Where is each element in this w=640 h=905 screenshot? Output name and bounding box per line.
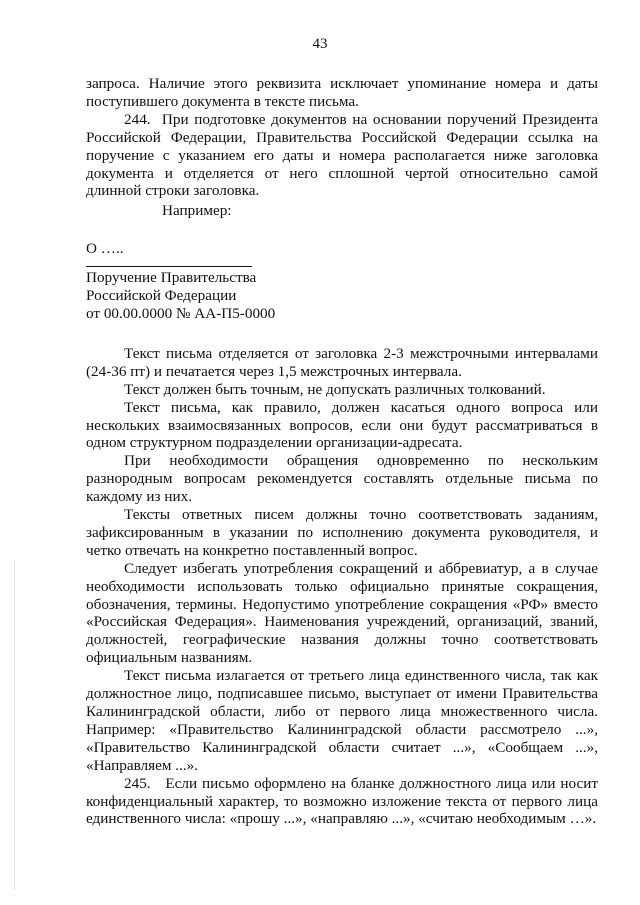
paragraph-245: 245. Если письмо оформлено на бланке должностного лица или носит конфиденциальный характер, то возможно изложение текста от первого лица единственного числа: «прошу ...», «направляю ...», «считаю необходимым …». (86, 774, 598, 828)
sample-divider-line (86, 266, 252, 267)
body-paragraph: Текст должен быть точным, не допускать различных толкований. (124, 380, 546, 398)
sample-about-line: О ….. (86, 240, 124, 258)
body-paragraph: Следует избегать употребления сокращений и аббревиатур, а в случае необходимости использовать только официально принятые сокращения, обозначения, термины. Недопустимо употребление сокращения «РФ» вместо «Российская Федерация». Наименования учреждений, организаций, званий, должностей, географические названия должны точно соответствовать официальным названиям. (86, 559, 598, 667)
sample-reference-line: Российской Федерации (86, 287, 237, 305)
body-paragraph: При необходимости обращения одновременно по нескольким разнородным вопросам рекомендуется составлять отдельные письма по каждому из них. (86, 452, 598, 506)
example-label: Например: (162, 202, 232, 220)
sample-reference-line: Поручение Правительства (86, 269, 257, 287)
document-body (86, 75, 598, 828)
sample-reference-line: от 00.00.0000 № АА-П5-0000 (86, 304, 276, 322)
page-number: 43 (312, 36, 328, 52)
body-paragraph: Текст письма излагается от третьего лица единственного числа, так как должностное лицо, подписавшее письмо, выступает от имени Правительства Калининградской области, либо от первого лица множественного числа. Например: «Правительство Калининградской области рассмотрело ...», «Правительство Калининградской области считает ...», «Сообщаем ...», «Направляем ...». (86, 667, 598, 774)
body-paragraph: Тексты ответных писем должны точно соответствовать заданиям, зафиксированным в указании по исполнению документа руководителя, и четко отвечать на конкретно поставленный вопрос. (86, 506, 598, 559)
sample-block (86, 240, 598, 323)
paragraph-244: 244. При подготовке документов на основании поручений Президента Российской Федерации, Правительства Российской Федерации ссылка на поручение с указанием его даты и номера располагается ниже заголовка документа и отделяется от него сплошной чертой относительно самой длинной строки заголовка. (86, 110, 598, 200)
body-paragraph: Текст письма отделяется от заголовка 2-3 межстрочными интервалами (24-36 пт) и печатается через 1,5 межстрочных интервала. (86, 344, 598, 380)
scan-edge-line (14, 560, 15, 890)
body-paragraph: Текст письма, как правило, должен касаться одного вопроса или нескольких взаимосвязанных вопросов, если они будут рассматриваться в одном структурном подразделении организации-адресата. (86, 398, 598, 452)
paragraph-continuation: запроса. Наличие этого реквизита исключает упоминание номера и даты поступившего документа в тексте письма. (86, 75, 598, 110)
